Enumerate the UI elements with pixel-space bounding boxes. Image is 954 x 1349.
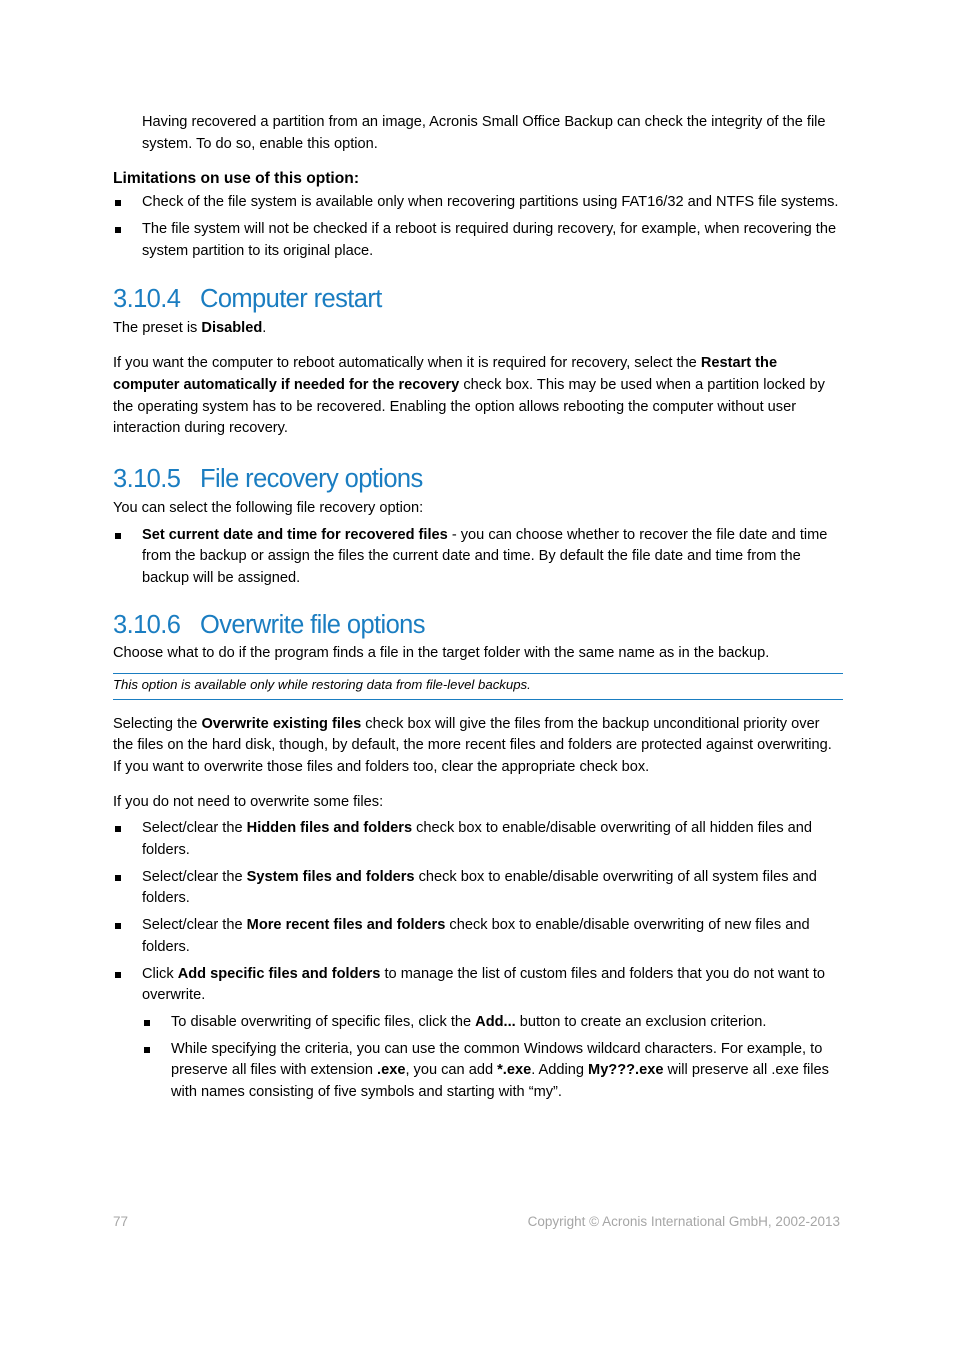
code-text: *.exe xyxy=(497,1062,532,1079)
section-number: 3.10.6 xyxy=(113,610,181,639)
list-item: The file system will not be checked if a reboot is required during recovery, for example, when recovering the system partition to its original place. xyxy=(113,219,843,262)
list-item: Check of the file system is available only when recovering partitions using FAT16/32 and NTFS file systems. xyxy=(113,192,843,214)
text-run: Click xyxy=(142,965,178,982)
text-run: will preserve all .exe files with names consisting of five symbols and starting with “my”. xyxy=(171,1062,829,1101)
text-run: While specifying the criteria, you can use the common Windows wildcard characters. For example, to preserve all files with extension xyxy=(171,1040,823,1079)
list-item xyxy=(113,964,843,1104)
list-item xyxy=(113,915,843,958)
option-name: Restart the computer automatically if needed for the recovery xyxy=(113,355,778,393)
limitations-list xyxy=(113,192,843,262)
overwrite-list xyxy=(113,818,843,1103)
section-heading-overwrite xyxy=(113,610,843,640)
option-name: Overwrite existing files xyxy=(201,715,362,732)
sub-list xyxy=(142,1012,843,1104)
text-run: Select/clear the xyxy=(142,917,247,934)
section-heading-computer-restart xyxy=(113,284,843,314)
section-number: 3.10.4 xyxy=(113,284,181,313)
option-name: Set current date and time for recovered files xyxy=(142,526,448,543)
text-run: Select/clear the xyxy=(142,820,247,837)
option-name: Hidden files and folders xyxy=(246,820,413,837)
preset-paragraph xyxy=(113,318,843,340)
copyright-text: Copyright © Acronis International GmbH, 2002-2013 xyxy=(527,1214,840,1229)
text-run: check box to enable/disable overwriting of new files and folders. xyxy=(142,917,810,955)
file-recovery-list xyxy=(113,525,843,590)
text-run: check box will give the files from the backup unconditional priority over the files on the hard disk, though, by default, the more recent files and folders are protected against overwriting. If you want to overwrite those files and folders too, clear the appropriate check box. xyxy=(113,715,832,775)
note-box: This option is available only while restoring data from file-level backups. xyxy=(113,673,843,700)
text-run: . Adding xyxy=(531,1062,589,1079)
text-run: If you want the computer to reboot automatically when it is required for recovery, select the xyxy=(113,355,701,372)
list-item xyxy=(113,867,843,910)
section-number: 3.10.5 xyxy=(113,465,181,494)
text-run: to manage the list of custom files and folders that you do not want to overwrite. xyxy=(142,965,825,1004)
text-run: - you can choose whether to recover the file date and time from the backup or assign the files the current date and time. By default the file date and time from the backup will be assigned. xyxy=(142,526,828,587)
code-text: My???.exe xyxy=(588,1062,664,1079)
section-title: Overwrite file options xyxy=(200,610,425,639)
list-item xyxy=(113,818,843,861)
text-run: Selecting the xyxy=(113,715,202,732)
list-item xyxy=(113,525,843,590)
page-content xyxy=(113,112,843,1104)
text-run: button to create an exclusion criterion. xyxy=(515,1013,767,1030)
option-name: System files and folders xyxy=(246,868,415,885)
text-run: check box. This may be used when a partition locked by the operating system has to be recovered. Enabling the option allows rebooting the computer without user interaction during recovery. xyxy=(113,376,825,437)
code-text: .exe xyxy=(377,1062,406,1079)
text-run: To disable overwriting of specific files, click the xyxy=(171,1013,476,1030)
text-run: check box to enable/disable overwriting of all hidden files and folders. xyxy=(142,820,813,859)
text-run: check box to enable/disable overwriting of all system files and folders. xyxy=(142,868,817,907)
section-title: File recovery options xyxy=(200,465,423,494)
section-heading-file-recovery xyxy=(113,464,843,494)
text-run: , you can add xyxy=(405,1062,498,1079)
text-run: . xyxy=(262,319,267,336)
sub-list-item xyxy=(142,1039,843,1104)
section-title: Computer restart xyxy=(200,284,382,313)
intro-paragraph: Having recovered a partition from an image, Acronis Small Office Backup can check the integrity of the file system. To do so, enable this option. xyxy=(142,114,826,152)
preset-value: Disabled xyxy=(201,319,263,336)
overwrite-paragraph-2: If you do not need to overwrite some files: xyxy=(113,793,384,810)
page-footer xyxy=(113,1212,840,1232)
option-name: More recent files and folders xyxy=(246,917,446,934)
limitations-heading: Limitations on use of this option: xyxy=(113,170,360,188)
file-recovery-intro: You can select the following file recovery option: xyxy=(113,500,424,517)
page-number: 77 xyxy=(113,1214,129,1229)
overwrite-paragraph xyxy=(113,714,843,779)
text-run: Select/clear the xyxy=(142,868,247,885)
text-run: The preset is xyxy=(113,319,202,336)
overwrite-intro: Choose what to do if the program finds a file in the target folder with the same name as in the backup. xyxy=(113,644,770,661)
sub-list-item xyxy=(142,1012,843,1034)
option-name: Add specific files and folders xyxy=(177,965,381,982)
button-name: Add... xyxy=(475,1013,516,1030)
restart-paragraph xyxy=(113,353,843,440)
